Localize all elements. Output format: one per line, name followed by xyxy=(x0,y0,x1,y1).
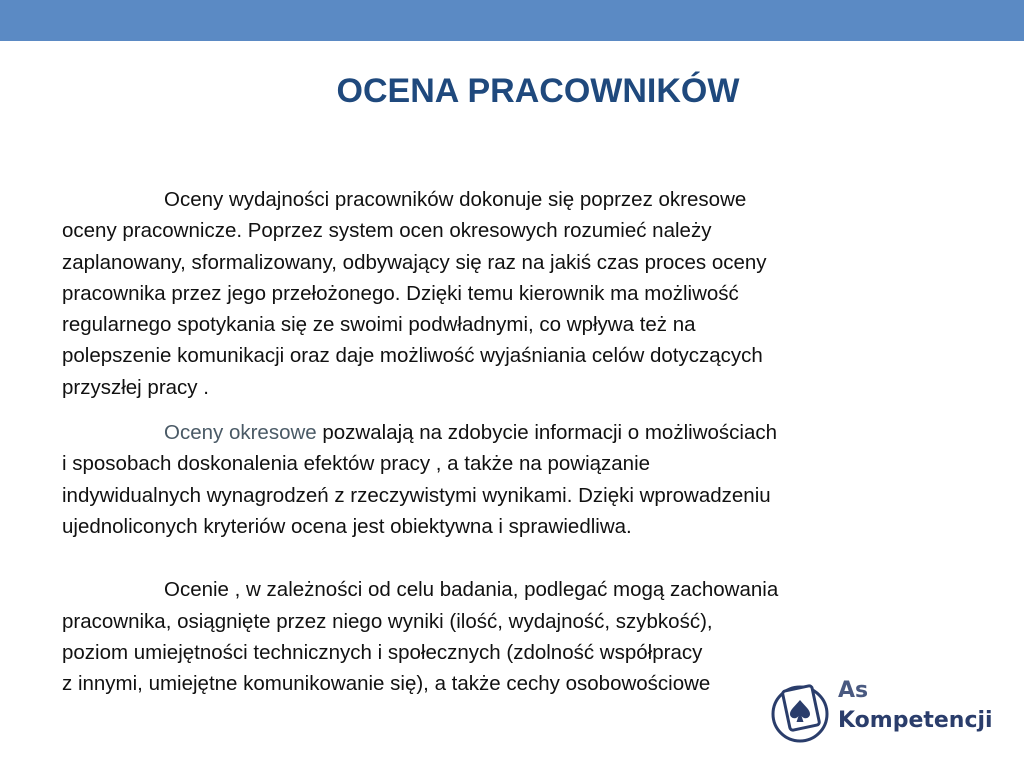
logo-text-line2: Kompetencji xyxy=(838,708,993,733)
accent-term: Oceny okresowe xyxy=(164,421,317,445)
paragraph-line: oceny pracownicze. Poprzez system ocen okresowych rozumieć należy xyxy=(62,219,712,243)
logo xyxy=(768,676,1008,752)
paragraph-line: Oceny wydajności pracowników dokonuje się poprzez okresowe xyxy=(164,188,747,211)
paragraph-line: regularnego spotykania się ze swoimi podwładnymi, co wpływa też na xyxy=(62,313,696,337)
paragraph-line: z innymi, umiejętne komunikowanie się), a także cechy osobowościowe xyxy=(62,672,711,696)
slide-body xyxy=(62,184,962,699)
paragraph-line: zaplanowany, sformalizowany, odbywający się raz na jakiś czas proces oceny xyxy=(62,250,767,274)
paragraph-line: polepszenie komunikacji oraz daje możliwość wyjaśniania celów dotyczących xyxy=(62,344,763,368)
paragraph-line: ujednoliconych kryteriów ocena jest obiektywna i sprawiedliwa. xyxy=(62,514,632,538)
top-bar xyxy=(0,0,1024,41)
paragraph-line: indywidualnych wynagrodzeń z rzeczywistymi wynikami. Dzięki wprowadzeniu xyxy=(62,483,771,507)
paragraph-line: pracownika, osiągnięte przez niego wyniki (ilość, wydajność, szybkość), xyxy=(62,609,713,633)
slide-title: OCENA PRACOWNIKÓW xyxy=(336,72,740,110)
paragraph-line: i sposobach doskonalenia efektów pracy , a także na powiązanie xyxy=(62,452,651,476)
paragraph-line-rest: pozwalają na zdobycie informacji o możliwościach xyxy=(316,421,778,445)
paragraph-line: pracownika przez jego przełożonego. Dzięki temu kierownik ma możliwość xyxy=(62,281,739,305)
paragraph-1 xyxy=(62,184,962,403)
paragraph-2 xyxy=(62,417,962,542)
paragraph-first-line xyxy=(62,417,962,448)
logo-text-line1: As xyxy=(838,678,869,703)
paragraph-line: przyszłej pracy . xyxy=(62,375,209,399)
paragraph-line: Ocenie , w zależności od celu badania, podlegać mogą zachowania xyxy=(164,578,779,602)
paragraph-line: poziom umiejętności technicznych i społecznych (zdolność współpracy xyxy=(62,640,703,664)
spade-card-logo-icon xyxy=(768,676,832,748)
